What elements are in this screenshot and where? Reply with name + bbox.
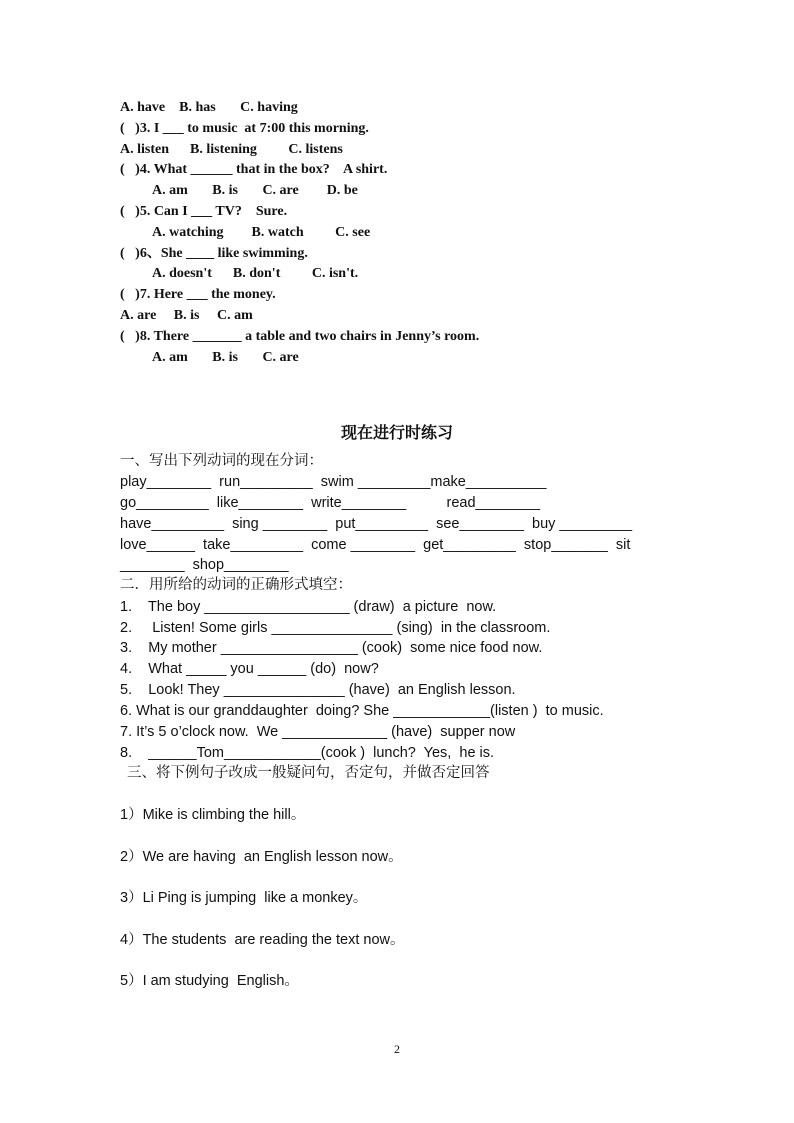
answer-options: A. are B. is C. am (120, 308, 253, 323)
answer-options: A. watching B. watch C. see (152, 225, 371, 240)
section-heading: 二．用所给的动词的正确形式填空： (120, 577, 352, 593)
fill-in-item: 2. Listen! Some girls _______________ (sing) in the classroom. (120, 620, 551, 636)
sentence-item: 4）The students are reading the text now。 (120, 932, 405, 948)
fill-in-item: 3. My mother _________________ (cook) some nice food now. (120, 640, 543, 656)
answer-options: A. listen B. listening C. listens (120, 142, 343, 157)
question-3: ( )3. I ___ to music at 7:00 this morning. (120, 121, 369, 136)
fill-in-item: 6. What is our granddaughter doing? She ____________(listen ) to music. (120, 703, 604, 719)
question-5: ( )5. Can I ___ TV? Sure. (120, 204, 288, 219)
question-7: ( )7. Here ___ the money. (120, 287, 276, 302)
page-number: 2 (394, 1042, 400, 1056)
fill-in-item: 4. What _____ you ______ (do) now? (120, 661, 379, 677)
sentence-item: 5）I am studying English。 (120, 973, 299, 989)
verb-blanks-row: love______ take_________ come ________ get_________ stop_______ sit (120, 537, 631, 553)
answer-options: A. am B. is C. are D. be (152, 183, 358, 198)
verb-blanks-row: play________ run_________ swim _________make__________ (120, 474, 547, 490)
answer-options: A. doesn't B. don't C. isn't. (152, 266, 359, 281)
fill-in-item: 1. The boy __________________ (draw) a picture now. (120, 599, 497, 615)
section-heading: 三、将下例句子改成一般疑问句，否定句，并做否定回答 (127, 765, 490, 781)
section-heading: 一、写出下列动词的现在分词： (120, 453, 323, 469)
worksheet-title: 现在进行时练习 (340, 425, 453, 442)
verb-blanks-row: ________ shop________ (120, 557, 289, 573)
answer-options: A. have B. has C. having (120, 100, 298, 115)
question-4: ( )4. What ______ that in the box? A shirt. (120, 162, 388, 177)
sentence-item: 3）Li Ping is jumping like a monkey。 (120, 890, 368, 906)
verb-blanks-row: have_________ sing ________ put_________ see________ buy _________ (120, 516, 633, 532)
sentence-item: 2）We are having an English lesson now。 (120, 849, 403, 865)
fill-in-item: 5. Look! They _______________ (have) an English lesson. (120, 682, 516, 698)
fill-in-item: 8. ______Tom____________(cook ) lunch? Yes, he is. (120, 745, 495, 761)
question-6: ( )6、She ____ like swimming. (120, 246, 308, 261)
verb-blanks-row: go_________ like________ write________ read________ (120, 495, 541, 511)
fill-in-item: 7. It’s 5 o’clock now. We _____________ (have) supper now (120, 724, 516, 740)
answer-options: A. am B. is C. are (152, 350, 299, 365)
question-8: ( )8. There _______ a table and two chairs in Jenny’s room. (120, 329, 480, 344)
sentence-item: 1）Mike is climbing the hill。 (120, 807, 306, 823)
